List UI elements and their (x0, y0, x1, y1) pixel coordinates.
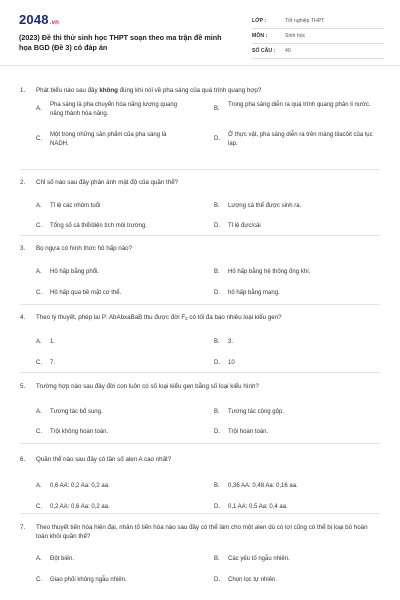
option-text: Hô hấp qua bề mặt cơ thể. (50, 290, 122, 296)
question-body: Chỉ số nào sau đây phản ánh mật độ của quần thể? (36, 179, 179, 186)
divider (20, 235, 380, 236)
divider (20, 513, 380, 514)
option-d[interactable] (198, 359, 378, 368)
option-text: 3. (228, 339, 234, 345)
option-letter: C. (36, 290, 42, 296)
question-text-emphasis: không (99, 87, 118, 94)
option-text: Pha sáng là pha chuyển hóa năng lượng quang năng thành hóa năng. (50, 102, 178, 117)
option-letter: D. (214, 360, 220, 366)
question-body: Theo thuyết tiến hóa hiện đại, nhân tố tiến hóa nào sau đây có thể làm cho một alen dù có lợi cũng có thể bị loại bỏ hoàn toàn khỏi quần thể? (36, 524, 368, 540)
question-3 (20, 244, 380, 295)
option-letter: A. (36, 269, 42, 275)
option-c[interactable] (20, 503, 200, 512)
option-letter: A. (36, 409, 42, 415)
option-letter: C. (36, 429, 42, 435)
question-text (20, 382, 380, 391)
meta-key: MÔN : (252, 33, 268, 39)
option-b[interactable] (198, 408, 378, 417)
option-letter: B. (214, 556, 220, 562)
option-b[interactable] (198, 555, 378, 564)
question-1 (20, 86, 380, 155)
divider (20, 443, 380, 444)
option-d[interactable] (198, 503, 378, 512)
question-number: 1. (20, 87, 26, 94)
option-b[interactable] (198, 101, 378, 114)
option-c[interactable] (20, 576, 200, 585)
meta-key: SỐ CÂU : (252, 48, 276, 54)
divider (20, 169, 380, 170)
question-text-part: có tối đa bao nhiêu loại kiểu gen? (187, 314, 282, 321)
question-text-part: Phát biểu nào sau đây (36, 87, 100, 94)
option-text: 0,2 AA: 0,6 Aa: 0,2 aa. (50, 504, 110, 510)
option-letter: A. (36, 556, 42, 562)
option-text: Trội hoàn toàn. (228, 429, 269, 435)
question-text (20, 455, 380, 464)
option-d[interactable] (198, 131, 378, 148)
option-a[interactable] (20, 101, 190, 118)
option-d[interactable] (198, 222, 378, 231)
option-letter: C. (36, 577, 42, 583)
option-b[interactable] (198, 482, 378, 491)
option-letter: C. (36, 136, 42, 142)
option-a[interactable] (20, 408, 200, 417)
question-4 (20, 313, 380, 365)
question-body: Quần thể nào sau đây có tần số alen A cao nhất? (36, 456, 172, 463)
option-text: Đột biến. (50, 556, 75, 562)
option-letter: A. (36, 203, 42, 209)
option-text: Ở thực vật, pha sáng diễn ra trên màng tilacôit của lục lạp. (228, 132, 373, 147)
option-b[interactable] (198, 268, 378, 277)
question-number: 3. (20, 245, 26, 252)
options (20, 470, 380, 510)
question-text (20, 523, 380, 541)
question-number: 4. (20, 314, 26, 321)
option-text: 7. (50, 360, 56, 366)
document-header (0, 0, 400, 66)
option-letter: D. (214, 429, 220, 435)
option-text: 0,6 AA: 0,2 Aa: 0,2 aa. (50, 483, 110, 489)
question-text-part: đúng khi nói về pha sáng của quá trình quang hợp? (117, 87, 262, 94)
question-number: 6. (20, 456, 26, 463)
question-7 (20, 523, 380, 587)
option-text: 10 (228, 360, 235, 366)
document-title: (2023) Đề thi thử sinh học THPT soạn theo ma trận đề minh họa BGD (Đề 3) có đáp án (19, 33, 222, 52)
meta-row-subject (252, 29, 384, 44)
options (20, 397, 380, 433)
option-b[interactable] (198, 202, 378, 211)
option-letter: B. (214, 409, 220, 415)
option-c[interactable] (20, 131, 185, 148)
meta-value: Sinh học (285, 33, 306, 39)
question-5 (20, 382, 380, 433)
option-text: hô hấp bằng mang. (228, 290, 280, 296)
option-letter: A. (36, 339, 42, 345)
option-c[interactable] (20, 428, 200, 437)
question-body: Trường hợp nào sau đây đời con luôn có số loại kiểu gen bằng số loại kiểu hình? (36, 383, 259, 390)
question-body (36, 86, 380, 95)
option-a[interactable] (20, 268, 200, 277)
option-a[interactable] (20, 555, 200, 564)
option-text: Chọn lọc tự nhiên. (228, 577, 278, 583)
option-text: Lượng cá thể được sinh ra. (228, 203, 302, 209)
question-number: 2. (20, 179, 26, 186)
option-text: Tỉ lệ đực/cái (228, 223, 261, 229)
option-text: Tổng số cá thể/diện tích môi trường. (50, 223, 147, 229)
options (20, 329, 380, 365)
option-text: 0,1 AA: 0,5 Aa: 0,4 aa. (228, 504, 288, 510)
subscript: 2 (185, 316, 188, 321)
option-a[interactable] (20, 202, 200, 211)
option-letter: B. (214, 483, 220, 489)
option-b[interactable] (198, 338, 378, 347)
meta-key: LỚP : (252, 18, 267, 24)
options (20, 259, 380, 295)
question-text (20, 178, 380, 187)
option-c[interactable] (20, 289, 200, 298)
meta-row-count (252, 44, 384, 59)
logo-text: 2048 (19, 12, 49, 27)
option-letter: B. (214, 269, 220, 275)
question-number: 7. (20, 524, 26, 531)
options (20, 547, 380, 587)
option-text: Một trong những sản phẩm của pha sáng là NADH. (50, 132, 167, 147)
option-text: Hô hấp bằng hệ thống ống khí. (228, 269, 311, 275)
question-6 (20, 455, 380, 510)
option-letter: A. (36, 483, 42, 489)
option-text: Giao phối không ngẫu nhiên. (50, 577, 127, 583)
option-letter: B. (214, 106, 220, 112)
logo-suffix: .vn (49, 20, 60, 26)
option-text: Hô hấp bằng phổi. (50, 269, 100, 275)
option-letter: D. (214, 577, 220, 583)
question-text (20, 313, 380, 323)
question-body (36, 313, 380, 323)
document-meta (252, 14, 384, 59)
option-letter: D. (214, 290, 220, 296)
option-text: Tỉ lệ các nhóm tuổi (50, 203, 101, 209)
option-text: Tương tác cộng gộp. (228, 409, 284, 415)
option-d[interactable] (198, 428, 378, 437)
question-text-part: Theo lý thuyết, phép lai P: AbAbxaBaB thu được đời F (36, 314, 186, 321)
option-a[interactable] (20, 482, 200, 491)
meta-value: Tốt nghiệp THPT (285, 18, 325, 24)
option-letter: C. (36, 360, 42, 366)
site-logo[interactable] (19, 12, 59, 27)
option-letter: D. (214, 136, 220, 142)
option-letter: C. (36, 223, 42, 229)
question-text (20, 86, 380, 95)
option-c[interactable] (20, 222, 200, 231)
option-letter: B. (214, 203, 220, 209)
option-text: 1. (50, 339, 56, 345)
divider (20, 372, 380, 373)
question-body: Bọ ngựa có hình thức hô hấp nào? (36, 245, 133, 252)
question-number: 5. (20, 383, 26, 390)
option-text: Tương tác bổ sung. (50, 409, 103, 415)
option-text: Trong pha sáng diễn ra quá trình quang phân li nước. (228, 102, 371, 108)
option-letter: D. (214, 223, 220, 229)
option-text: Trội không hoàn toàn. (50, 429, 109, 435)
option-letter: C. (36, 504, 42, 510)
option-d[interactable] (198, 576, 378, 585)
options (20, 101, 380, 155)
meta-row-class (252, 14, 384, 29)
option-letter: A. (36, 106, 42, 112)
option-a[interactable] (20, 338, 200, 347)
option-text: Các yếu tố ngẫu nhiên. (228, 556, 290, 562)
option-letter: D. (214, 504, 220, 510)
question-text (20, 244, 380, 253)
question-2 (20, 178, 380, 229)
option-letter: B. (214, 339, 220, 345)
option-c[interactable] (20, 359, 200, 368)
option-text: 0,36 AA: 0,48 Aa: 0,16 aa. (228, 483, 298, 489)
option-d[interactable] (198, 289, 378, 298)
meta-value: 40 (285, 48, 291, 54)
options (20, 193, 380, 229)
divider (20, 304, 380, 305)
